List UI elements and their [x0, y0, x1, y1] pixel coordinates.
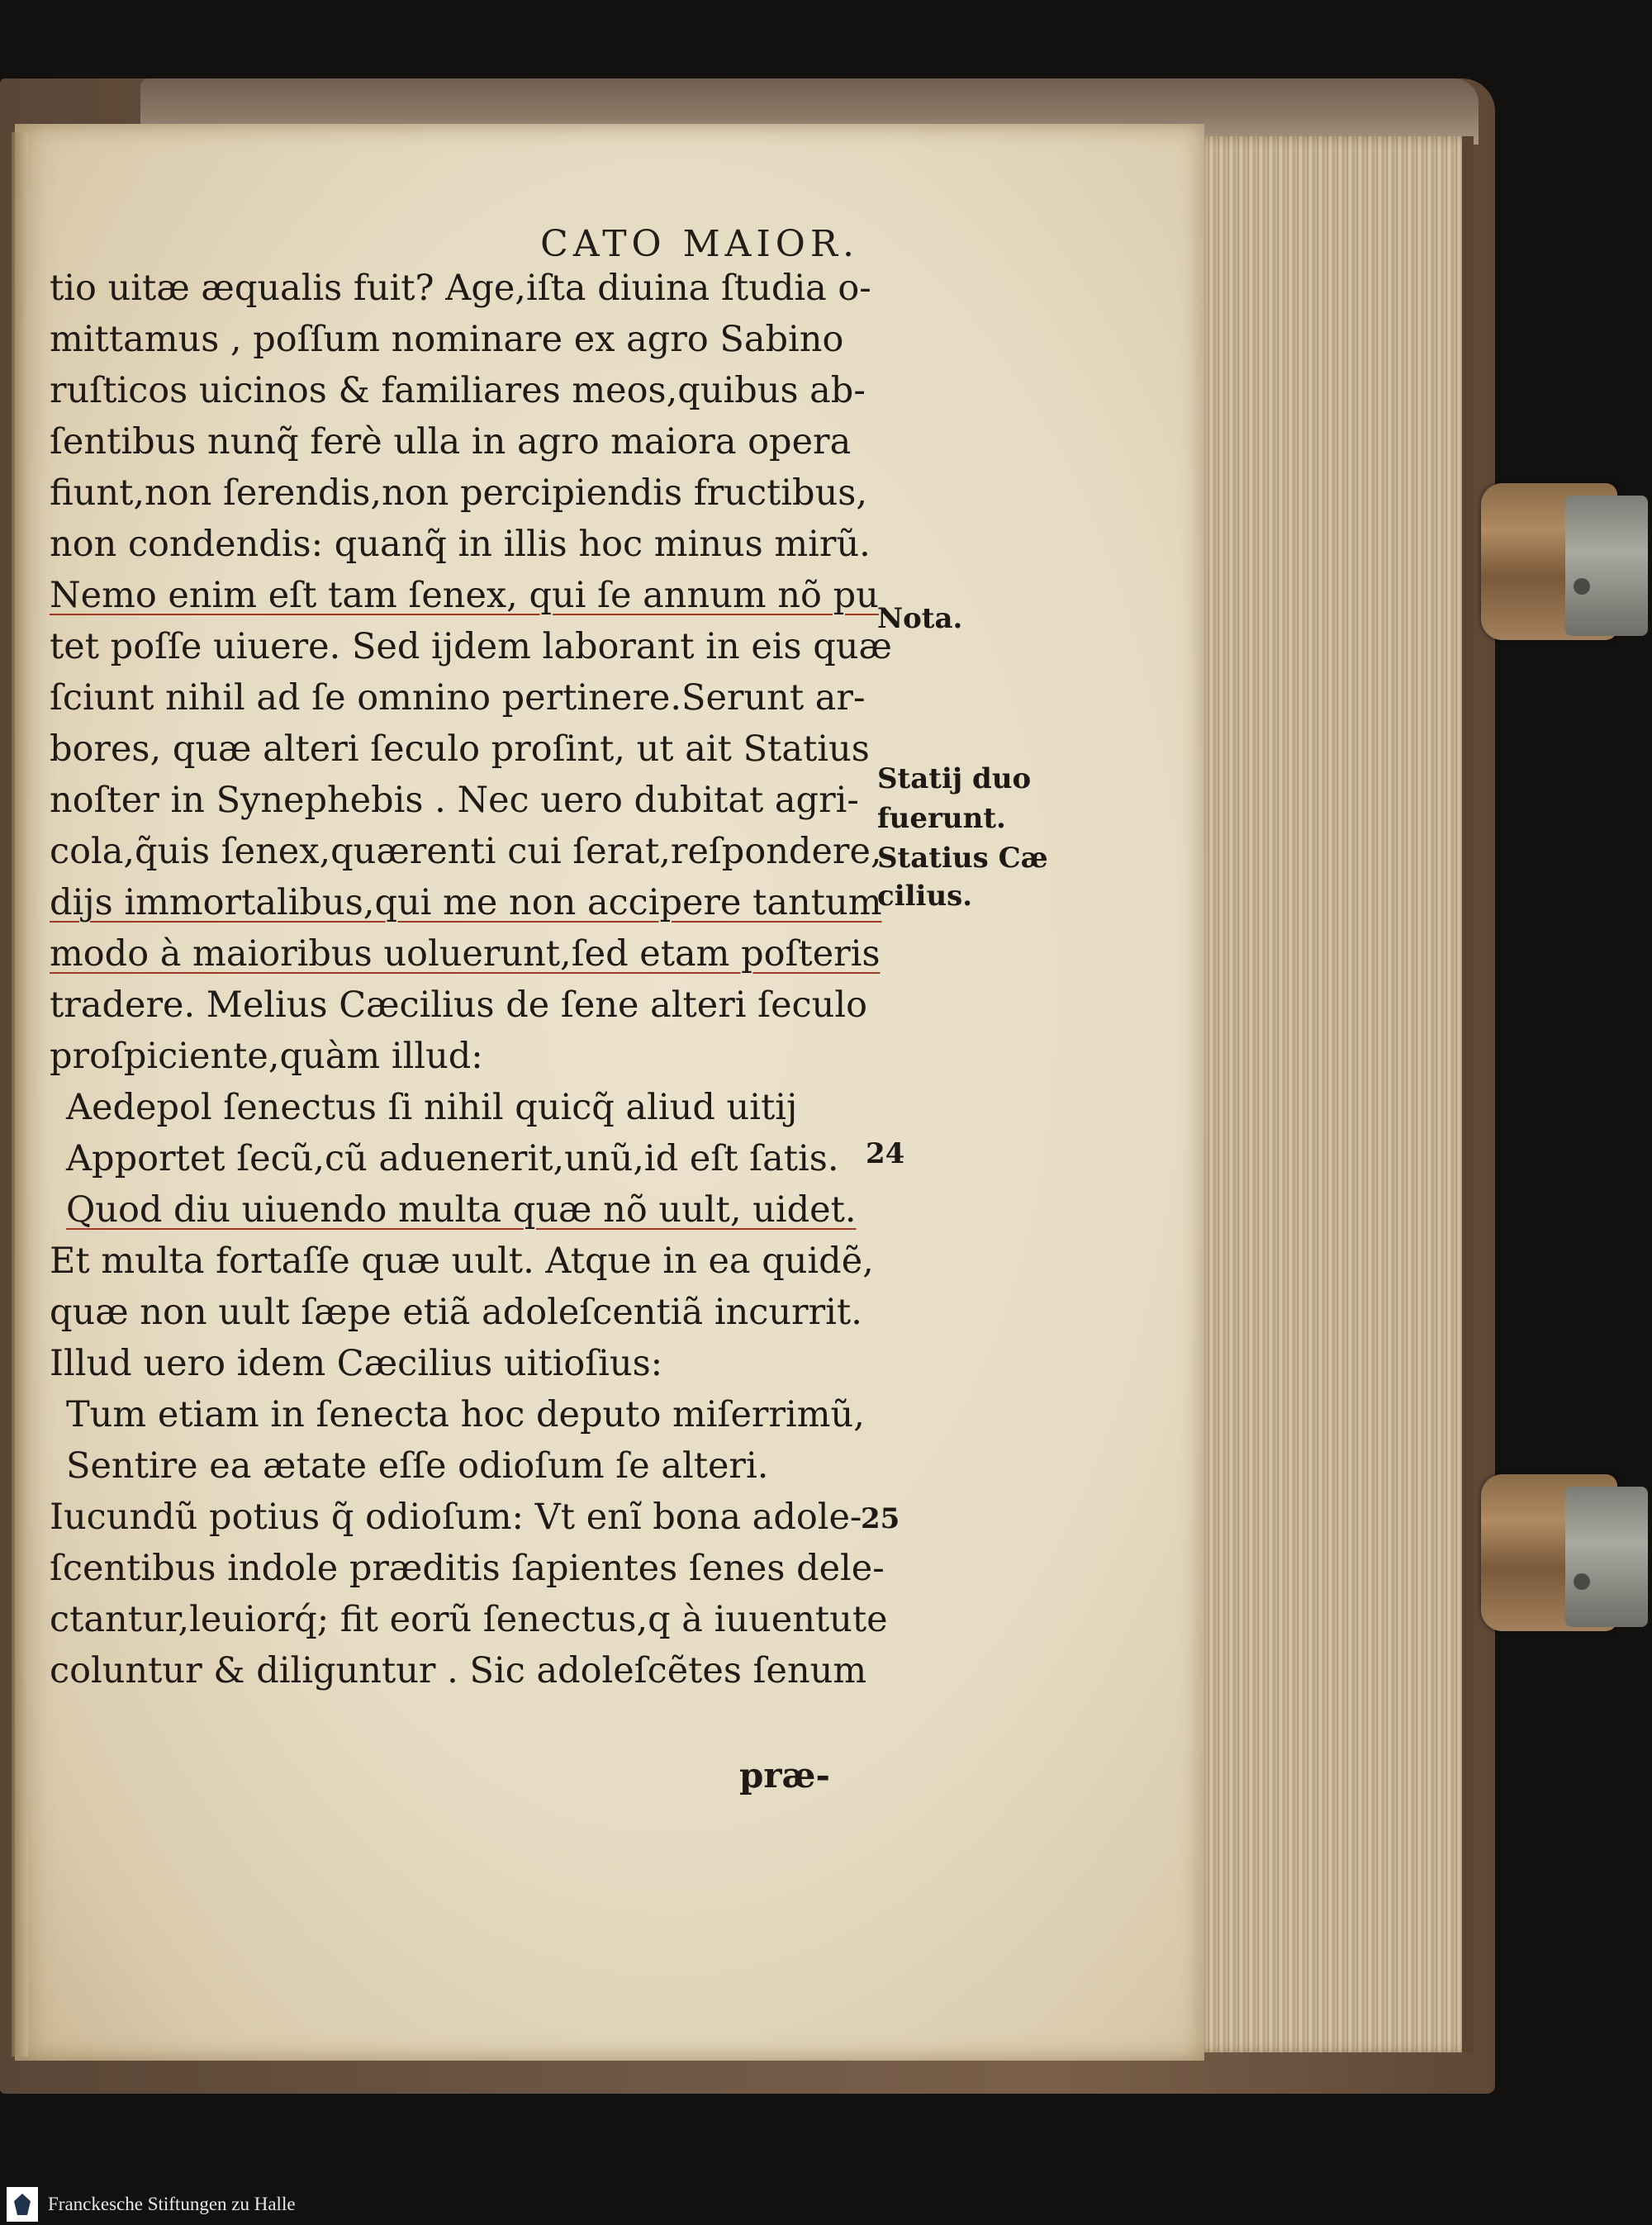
text-line-content: Nemo enim eſt tam ſenex, qui ſe annum nõ pu	[50, 575, 879, 616]
marginal-note-nota: Nota.	[877, 602, 963, 635]
text-line	[50, 1287, 867, 1338]
text-line-content: Apportet ſecũ,cũ aduenerit,unũ,id eſt ſatis.	[66, 1138, 839, 1179]
text-line-content: dijs immortalibus,qui me non accipere tantum	[50, 882, 882, 923]
text-line-content: non condendis: quanq̃ in illis hoc minus mirũ.	[50, 524, 871, 565]
upper-clasp-plate	[1565, 496, 1648, 636]
text-line	[50, 826, 882, 877]
text-line-content: ſciunt nihil ad ſe omnino pertinere.Serunt ar-	[50, 677, 866, 719]
text-line	[50, 775, 867, 826]
marginal-note-statii-line4: cilius.	[877, 880, 973, 913]
lower-clasp-rivet-icon	[1574, 1573, 1590, 1590]
text-line	[50, 1031, 867, 1082]
institution-logo-icon	[14, 2194, 31, 2215]
text-line-content: coluntur & diliguntur . Sic adoleſcẽtes ſenum	[50, 1650, 867, 1691]
text-line	[50, 1594, 888, 1645]
text-line-content: Sentire ea ætate eſſe odioſum ſe alteri.	[66, 1445, 769, 1487]
text-line-content: Et multa fortaſſe quæ uult. Atque in ea quidẽ,	[50, 1241, 874, 1282]
institution-logo[interactable]	[7, 2187, 38, 2222]
text-line-content: tradere. Melius Cæcilius de ſene alteri ſeculo	[50, 984, 867, 1026]
text-line	[50, 1543, 885, 1594]
running-head: CATO MAIOR.	[540, 223, 859, 265]
text-line-content: fiunt,non ſerendis,non percipiendis fructibus,	[50, 472, 868, 514]
text-line-content: cola,q̃uis ſenex,quærenti cui ſerat,reſpondere,	[50, 831, 882, 872]
page-gutter	[12, 132, 28, 2057]
text-line-content: quæ non uult ſæpe etiã adoleſcentiã incurrit.	[50, 1292, 862, 1333]
upper-clasp-rivet-icon	[1574, 578, 1590, 595]
text-line	[50, 672, 867, 723]
text-line	[50, 570, 879, 621]
text-line-content: mittamus , poſſum nominare ex agro Sabino	[50, 319, 844, 360]
text-line-content: ruſticos uicinos & familiares meos,quibus ab-	[50, 370, 866, 411]
catchword: præ-	[739, 1755, 830, 1796]
text-line	[50, 621, 892, 672]
text-line	[50, 416, 867, 467]
text-line-content: tio uitæ æqualis fuit? Age,iſta diuina ſtudia o-	[50, 268, 871, 309]
text-line	[50, 1133, 867, 1184]
text-line-content: Quod diu uiuendo multa quæ nõ uult, uidet.	[66, 1189, 857, 1231]
text-line	[50, 980, 867, 1031]
marginal-note-statii-line2: fuerunt.	[877, 802, 1006, 835]
text-line-content: bores, quæ alteri ſeculo proſint, ut ait Statius	[50, 728, 870, 770]
text-line	[50, 1440, 867, 1492]
text-line	[50, 1236, 874, 1287]
text-line-content: Tum etiam in ſenecta hoc deputo miſerrimũ,	[66, 1394, 865, 1435]
text-line-content: modo à maioribus uoluerunt,ſed etam poſteris	[50, 933, 881, 975]
page-fore-edge	[1189, 136, 1474, 2052]
lower-clasp-plate	[1565, 1487, 1648, 1627]
text-line-content: Illud uero idem Cæcilius uitioſius:	[50, 1343, 663, 1384]
text-line	[50, 1389, 867, 1440]
text-line	[50, 1645, 867, 1696]
text-line-content: ſcentibus indole præditis ſapientes ſenes dele-	[50, 1548, 885, 1589]
text-line	[50, 928, 881, 980]
text-line-content: ſentibus nunq̃ ferè ulla in agro maiora opera	[50, 421, 852, 463]
marginal-note-statii-line1: Statij duo	[877, 762, 1032, 795]
text-line	[50, 723, 870, 775]
marginal-verse-number-25: 25	[861, 1502, 900, 1535]
text-line-content: noſter in Synephebis . Nec uero dubitat agri-	[50, 780, 859, 821]
text-line-content: Iucundũ potius q̃ odioſum: Vt enĩ bona adole-	[50, 1497, 862, 1538]
text-line	[50, 877, 882, 928]
text-line	[50, 1082, 867, 1133]
text-line-content: proſpiciente,quàm illud:	[50, 1036, 483, 1077]
text-line-content: tet poſſe uiuere. Sed ijdem laborant in eis quæ	[50, 626, 892, 667]
text-line-content: Aedepol ſenectus ſi nihil quicq̃ aliud uitij	[66, 1087, 798, 1128]
text-line	[50, 1184, 867, 1236]
text-line	[50, 519, 871, 570]
marginal-note-statii-line3: Statius Cæ	[877, 842, 1048, 875]
text-line-content: ctantur,leuiorq́; fit eorũ ſenectus,q à iuuentute	[50, 1599, 888, 1640]
text-line	[50, 1492, 867, 1543]
text-line	[50, 467, 867, 519]
marginal-verse-number-24: 24	[866, 1137, 905, 1170]
text-line	[50, 1338, 867, 1389]
text-line	[50, 263, 871, 314]
text-line	[50, 314, 867, 365]
institution-name[interactable]: Franckesche Stiftungen zu Halle	[48, 2194, 296, 2214]
text-line	[50, 365, 867, 416]
